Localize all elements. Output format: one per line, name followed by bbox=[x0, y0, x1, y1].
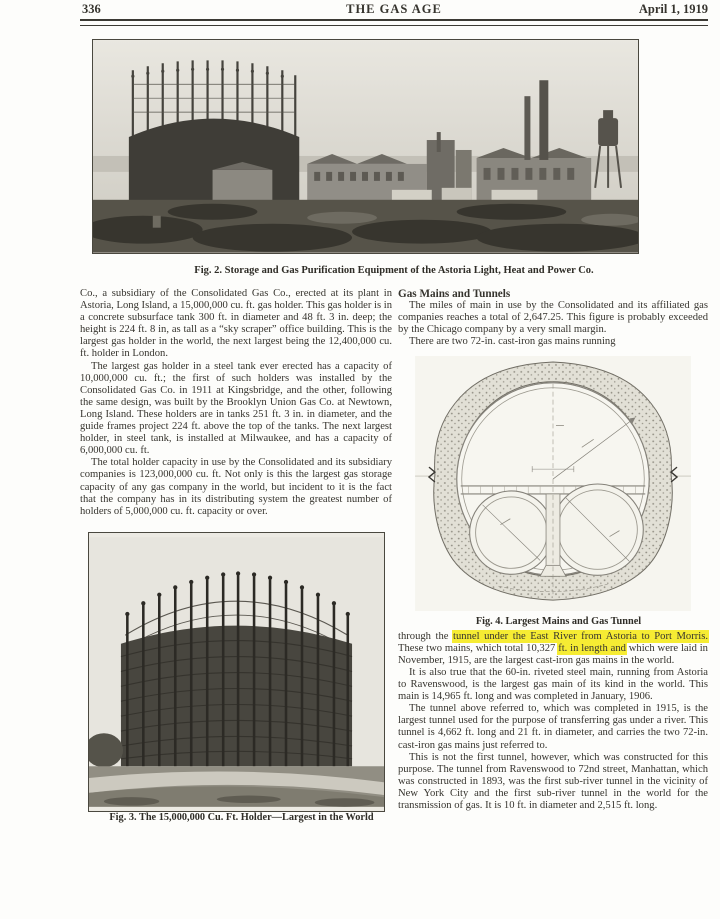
right-paragraph-1: The miles of main in use by the Consolidated and its affiliated gas companies reaches a total of 2,647.25. This figure is probably exceeded by the Chicago company by a very small margin. bbox=[398, 300, 708, 336]
page-number: 336 bbox=[82, 2, 101, 16]
issue-date: April 1, 1919 bbox=[638, 2, 708, 16]
fig4-diagram-illustration bbox=[413, 356, 693, 611]
right-paragraph-3: It is also true that the 60-in. riveted steel main, running from Astoria to Ravenswood, is the largest gas main of its kind in the world. This main is 14,965 ft. long and was completed in January, 1906. bbox=[398, 666, 708, 703]
cont-text-post: which were laid in November, 1915, are the largest cast-iron gas mains in the world. bbox=[398, 642, 708, 666]
cont-text-mid: These two mains, which total 10,327 bbox=[398, 642, 559, 654]
left-paragraph-1: Co., a subsidiary of the Consolidated Gas Co., erected at its plant in Astoria, Long Island, a 15,000,000 cu. ft. gas holder. This gas holder is in a concrete subsurface tank 300 ft. in diameter and 48 ft. 3 in. deep; the height is 224 ft. 8 in, as tall as a “sky scraper” office building. This is the largest gas holder in the world, the next largest being the 12,400,000 cu. ft. holder in London. bbox=[80, 288, 392, 360]
fig2-photo bbox=[92, 39, 639, 254]
right-column bbox=[398, 288, 708, 812]
page-header bbox=[80, 2, 708, 18]
fig2-photo-illustration bbox=[93, 40, 638, 253]
highlighted-text-2: ft. in length and bbox=[558, 642, 626, 654]
header-rule bbox=[80, 19, 708, 26]
left-paragraph-3: The total holder capacity in use by the Consolidated and its subsidiary companies is 123,000,000 cu. ft. Not only is this the largest gas storage capacity of any gas company in the world, but incident to it is the fact that the company has in its distributing system the greatest number of holders of 5,000,000 cu. ft. capacity or over. bbox=[80, 457, 392, 517]
left-paragraph-2: The largest gas holder in a steel tank ever erected has a capacity of 10,000,000 cu. ft.; the first of such holders was installed by the Consolidated Gas Co. in 1911 at Kingsbridge, and the other, following the same design, was built by the Brooklyn Union Gas Co. at Newtown, Long Island. These holders are in tanks 251 ft. 3 in. in diameter, and the guide frames project 224 ft. above the top of the tanks. The next largest holder, in steel tank, is installed at Milwaukee, and has a capacity of 6,000,000 cu. ft. bbox=[80, 360, 392, 457]
fig4-figure bbox=[398, 356, 708, 627]
right-paragraph-2-continued bbox=[398, 631, 708, 667]
fig3-caption: Fig. 3. The 15,000,000 Cu. Ft. Holder—Largest in the World bbox=[109, 811, 374, 823]
fig4-caption: Fig. 4. Largest Mains and Gas Tunnel bbox=[475, 615, 642, 627]
fig2-caption: Fig. 2. Storage and Gas Purification Equipment of the Astoria Light, Heat and Power Co. bbox=[194, 265, 594, 276]
left-column bbox=[80, 288, 392, 824]
right-paragraph-5: This is not the first tunnel, however, which was constructed for this purpose. The tunnel from Ravenswood to 72nd street, Manhattan, which was constructed in 1893, was the first sub-river tunnel in the vicinity of New York City and the first sub-river tunnel in the world for the transmission of gas. It is 10 ft. in diameter and 2,515 ft. long. bbox=[398, 751, 708, 811]
fig3-photo bbox=[88, 532, 385, 812]
fig3-photo-illustration bbox=[89, 533, 384, 811]
highlighted-text-1: tunnel under the East River from Astoria to Port Morris. bbox=[453, 630, 708, 642]
cont-text-pre: through the bbox=[398, 630, 454, 642]
section-heading: Gas Mains and Tunnels bbox=[398, 288, 511, 300]
journal-title: THE GAS AGE bbox=[346, 2, 442, 16]
right-paragraph-4: The tunnel above referred to, which was completed in 1915, is the largest tunnel used for the purpose of transferring gas under a river. This tunnel is 4,662 ft. long and 21 ft. in diameter, and carries the two 72-in. cast-iron gas mains just referred to. bbox=[398, 703, 708, 751]
right-paragraph-2-start: There are two 72-in. cast-iron gas mains running bbox=[409, 336, 616, 348]
